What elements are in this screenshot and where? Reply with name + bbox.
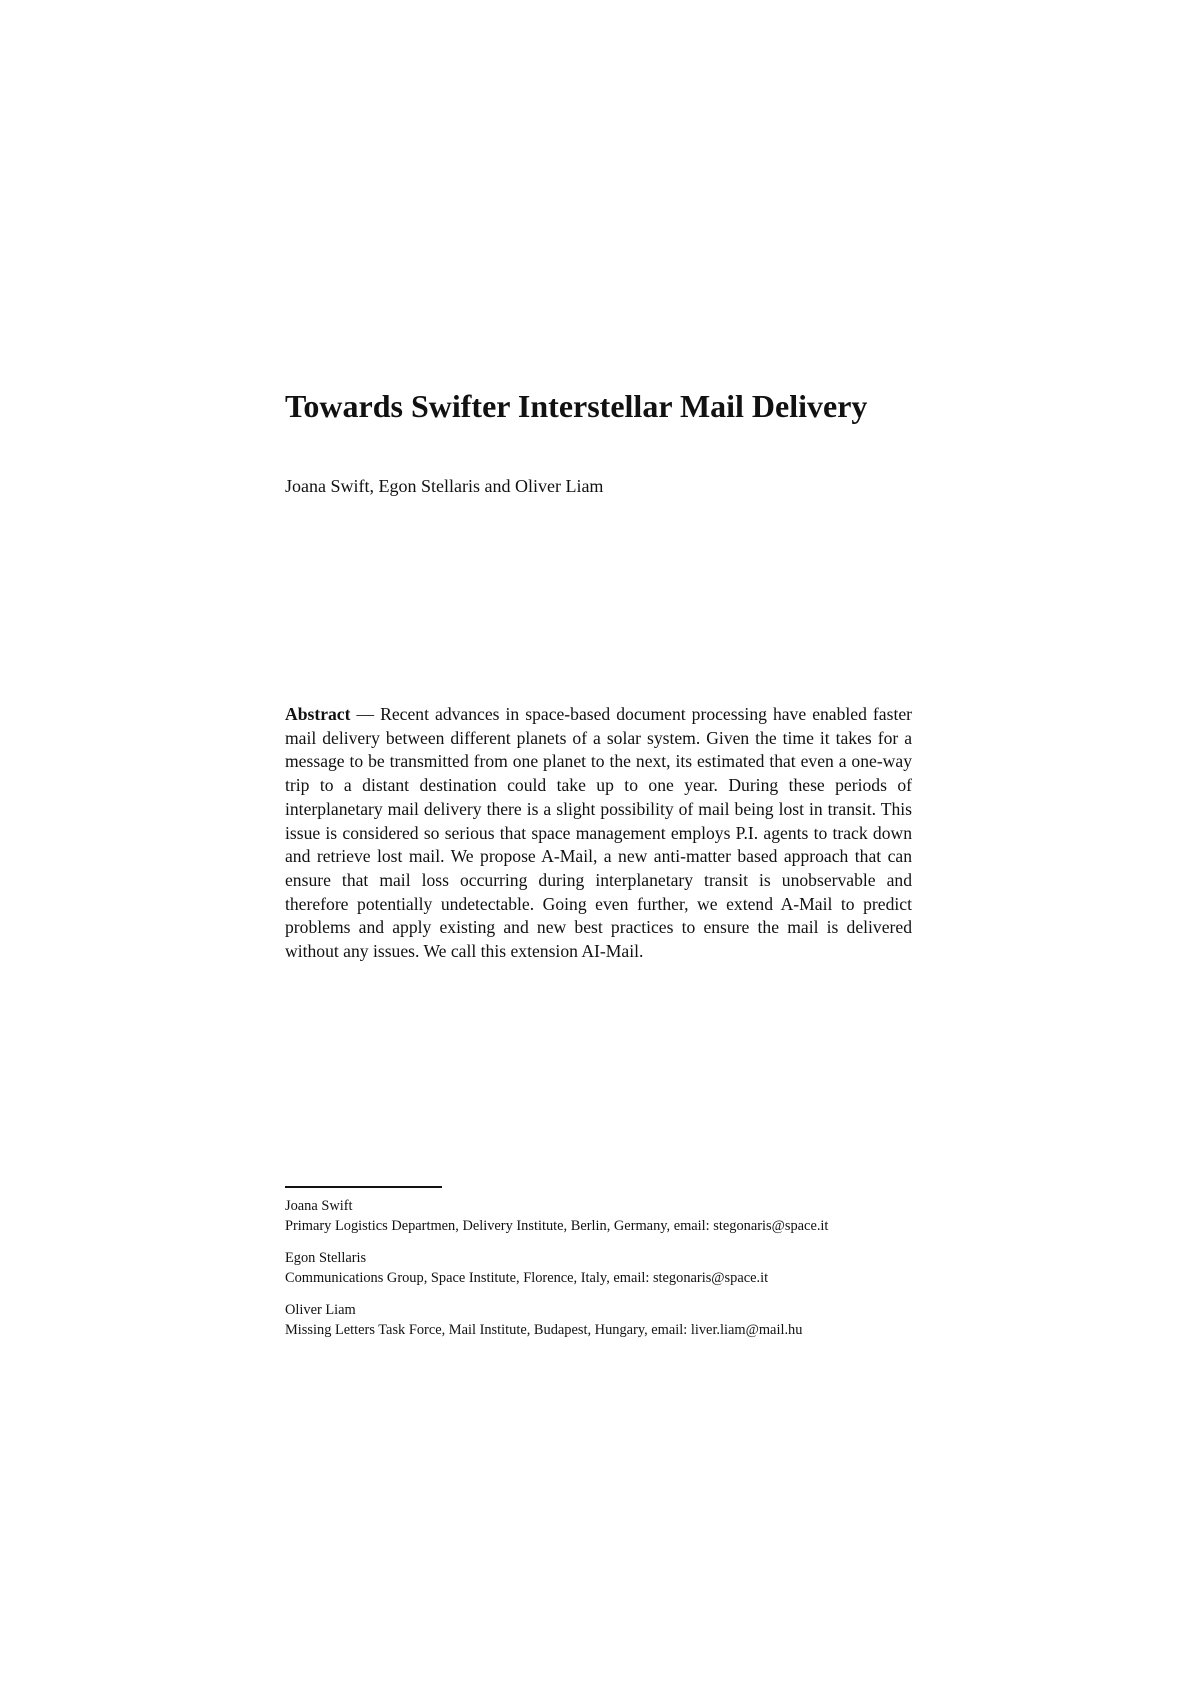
affiliation-item [285, 1196, 925, 1236]
affiliation-details: Missing Letters Task Force, Mail Institute, Budapest, Hungary, email: liver.liam@mail.hu [285, 1322, 803, 1338]
affiliation-name: Joana Swift [285, 1198, 353, 1214]
affiliation-item [285, 1300, 925, 1340]
paper-title: Towards Swifter Interstellar Mail Delivery [285, 388, 868, 424]
affiliation-details: Primary Logistics Departmen, Delivery Institute, Berlin, Germany, email: stegonaris@space.it [285, 1218, 829, 1234]
affiliation-footnotes [285, 1196, 925, 1352]
affiliation-name: Egon Stellaris [285, 1250, 367, 1266]
abstract-text: — Recent advances in space-based document processing have enabled faster mail delivery between different planets of a solar system. Given the time it takes for a message to be transmitted from one planet to the next, its estimated that even a one-way trip to a distant destination could take up to one year. During these periods of interplanetary mail delivery there is a slight possibility of mail being lost in transit. This issue is considered so serious that space management employs P.I. agents to track down and retrieve lost mail. We propose A-Mail, a new anti-matter based approach that can ensure that mail loss occurring during interplanetary transit is unobservable and therefore potentially undetectable. Going even further, we extend A-Mail to predict problems and apply existing and new best practices to ensure the mail is delivered without any issues. We call this extension AI-Mail. [285, 704, 912, 962]
affiliation-details: Communications Group, Space Institute, Florence, Italy, email: stegonaris@space.it [285, 1270, 769, 1286]
author-list: Joana Swift, Egon Stellaris and Oliver Liam [285, 476, 604, 496]
affiliation-item [285, 1248, 925, 1288]
affiliation-name: Oliver Liam [285, 1302, 356, 1318]
footnote-divider [285, 1186, 442, 1188]
abstract [285, 703, 912, 964]
abstract-label: Abstract [285, 704, 351, 724]
